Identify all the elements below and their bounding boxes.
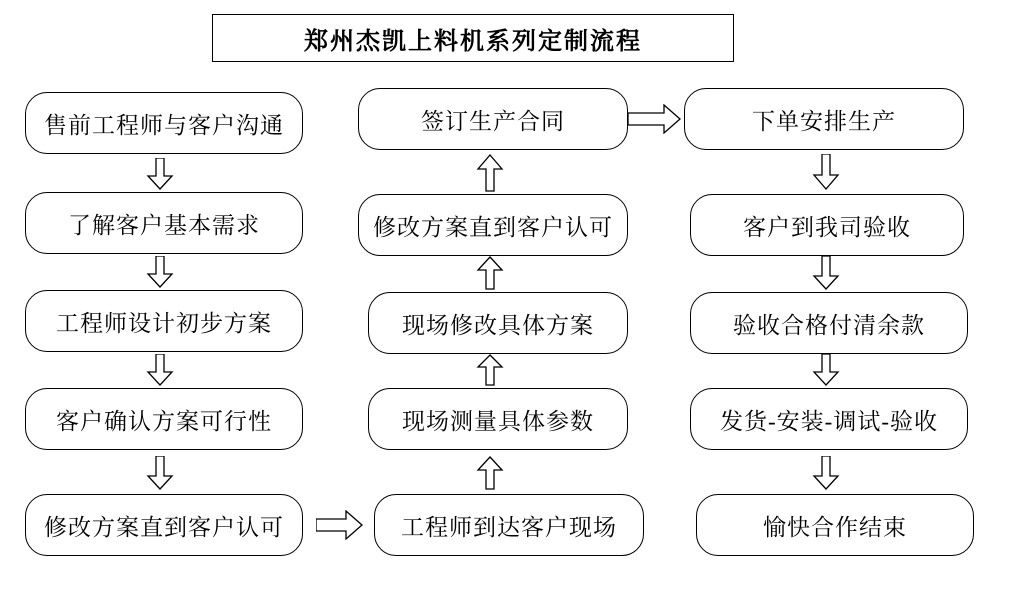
arrow-up-icon — [476, 354, 504, 386]
node-label: 工程师到达客户现场 — [401, 514, 617, 540]
node-col2-2[interactable] — [358, 194, 628, 256]
arrow-right-icon — [628, 104, 682, 134]
node-label: 现场测量具体参数 — [402, 408, 594, 434]
node-col3-5[interactable] — [696, 494, 974, 556]
diagram-title-box — [212, 14, 734, 62]
node-col1-4[interactable] — [25, 388, 303, 450]
diagram-title: 郑州杰凯上料机系列定制流程 — [304, 28, 642, 55]
arrow-down-icon — [812, 354, 840, 386]
node-label: 发货-安装-调试-验收 — [720, 408, 938, 434]
node-col2-4[interactable] — [368, 388, 628, 450]
node-col1-1[interactable] — [25, 92, 303, 154]
node-col2-1[interactable] — [358, 88, 628, 150]
arrow-down-icon — [146, 158, 174, 190]
arrow-down-icon — [146, 456, 174, 490]
arrow-down-icon — [812, 456, 840, 490]
node-col2-3[interactable] — [368, 292, 628, 354]
node-col3-1[interactable] — [684, 88, 964, 150]
node-label: 了解客户基本需求 — [68, 212, 260, 238]
arrow-up-icon — [476, 256, 504, 290]
arrow-down-icon — [812, 154, 840, 190]
arrow-right-icon — [316, 510, 364, 540]
node-col1-3[interactable] — [25, 290, 303, 352]
node-col1-2[interactable] — [25, 192, 303, 254]
arrow-up-icon — [476, 456, 504, 490]
arrow-down-icon — [812, 256, 840, 290]
node-label: 修改方案直到客户认可 — [373, 214, 613, 240]
node-col2-5[interactable] — [374, 494, 644, 556]
node-label: 愉快合作结束 — [763, 514, 907, 540]
node-label: 签订生产合同 — [421, 108, 565, 134]
node-label: 修改方案直到客户认可 — [44, 514, 284, 540]
node-label: 客户确认方案可行性 — [56, 408, 272, 434]
node-col3-2[interactable] — [690, 194, 964, 256]
node-col3-3[interactable] — [690, 292, 968, 354]
node-label: 客户到我司验收 — [743, 214, 911, 240]
arrow-down-icon — [146, 354, 174, 386]
node-label: 售前工程师与客户沟通 — [44, 112, 284, 138]
node-label: 现场修改具体方案 — [402, 312, 594, 338]
node-label: 下单安排生产 — [752, 108, 896, 134]
node-label: 工程师设计初步方案 — [56, 310, 272, 336]
arrow-down-icon — [146, 256, 174, 288]
node-col3-4[interactable] — [690, 388, 968, 450]
arrow-up-icon — [476, 154, 504, 192]
node-label: 验收合格付清余款 — [733, 312, 925, 338]
node-col1-5[interactable] — [25, 494, 303, 556]
